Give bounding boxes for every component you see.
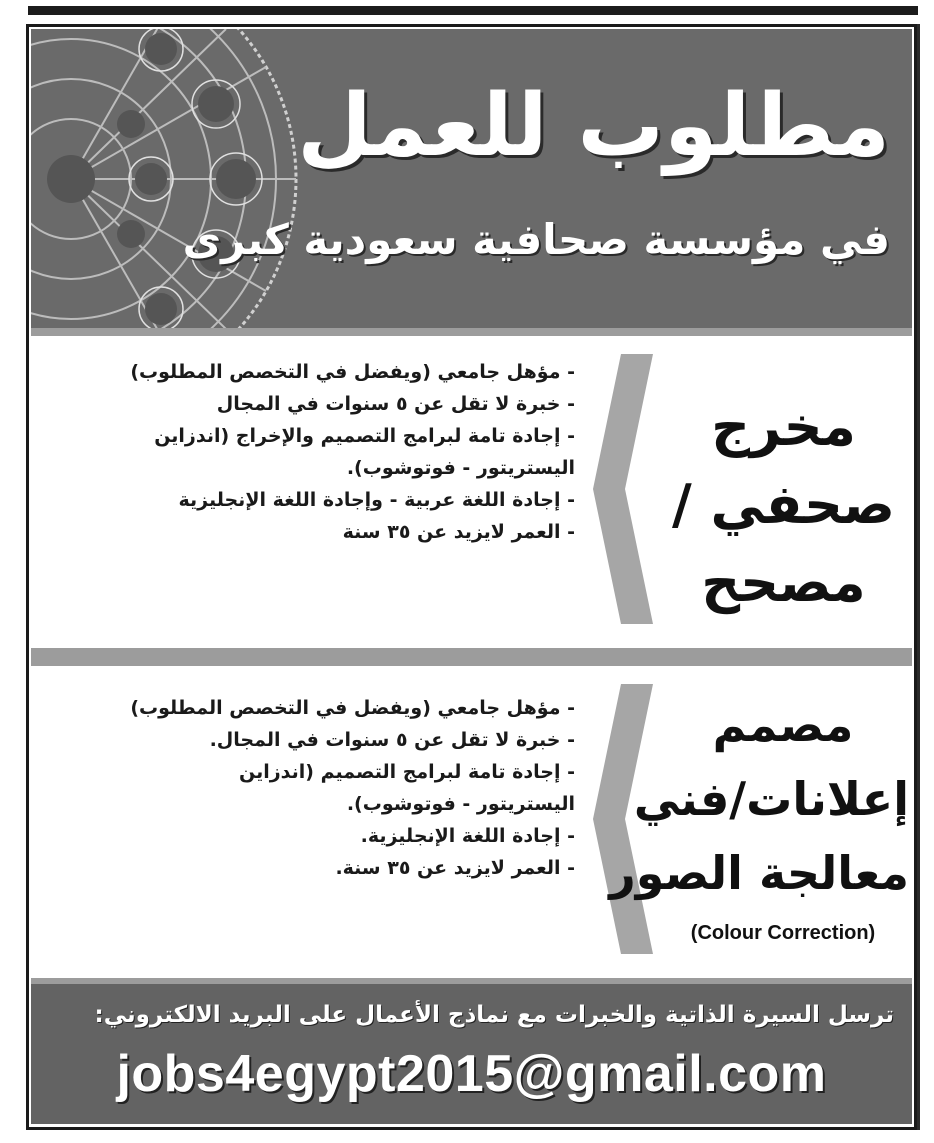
separator-band <box>31 648 912 666</box>
separator-band <box>31 328 912 336</box>
requirements-list-1 <box>39 356 579 548</box>
contact-email-link[interactable]: jobs4egypt2015@gmail.com <box>116 1045 827 1103</box>
requirement-item: - مؤهل جامعي (ويفضل في التخصص المطلوب) <box>130 361 575 383</box>
requirement-item: - خبرة لا تقل عن ٥ سنوات في المجال <box>216 393 575 415</box>
role-note: (Colour Correction) <box>690 922 876 944</box>
role-line: مصمم <box>712 698 854 752</box>
requirement-item: - العمر لايزيد عن ٣٥ سنة <box>342 521 575 543</box>
requirement-item: - إجادة تامة لبرامج التصميم والإخراج (اندزاين <box>154 425 575 447</box>
arabesque-ornament-icon <box>31 29 301 328</box>
role-line: مصحح <box>701 551 866 614</box>
requirement-item: - خبرة لا تقل عن ٥ سنوات في المجال. <box>209 729 575 751</box>
top-rule <box>28 6 918 15</box>
role-line: معالجة الصور <box>609 846 909 900</box>
requirement-item: اليستريتور - فوتوشوب). <box>346 793 575 815</box>
requirement-item: - العمر لايزيد عن ٣٥ سنة. <box>335 857 575 879</box>
role-line: صحفي / <box>671 473 896 536</box>
role-line: مخرج <box>711 395 856 458</box>
requirement-item: - إجادة تامة لبرامج التصميم (اندزاين <box>238 761 575 783</box>
role-line: إعلانات/فني <box>633 772 909 826</box>
requirement-item: اليستريتور - فوتوشوب). <box>346 457 575 479</box>
footer-contact <box>31 984 912 1124</box>
requirement-item: - إجادة اللغة عربية - وإجادة اللغة الإنجليزية <box>178 489 575 511</box>
requirement-item: - مؤهل جامعي (ويفضل في التخصص المطلوب) <box>130 697 575 719</box>
job-section-2 <box>31 666 912 978</box>
role-title-1 <box>661 388 906 622</box>
job-section-1 <box>31 336 912 648</box>
headline-subtitle: في مؤسسة صحافية سعودية كبرى <box>182 215 890 264</box>
requirements-list-2 <box>39 692 579 884</box>
header-banner <box>31 29 912 328</box>
footer-instruction: ترسل السيرة الذاتية والخبرات مع نماذج الأعمال على البريد الالكتروني: <box>94 1002 894 1028</box>
headline-title: مطلوب للعمل <box>297 76 890 176</box>
chevron-left-icon <box>593 354 653 624</box>
ad-frame <box>26 24 917 1130</box>
role-title-2 <box>609 688 909 910</box>
requirement-item: - إجادة اللغة الإنجليزية. <box>360 825 575 847</box>
